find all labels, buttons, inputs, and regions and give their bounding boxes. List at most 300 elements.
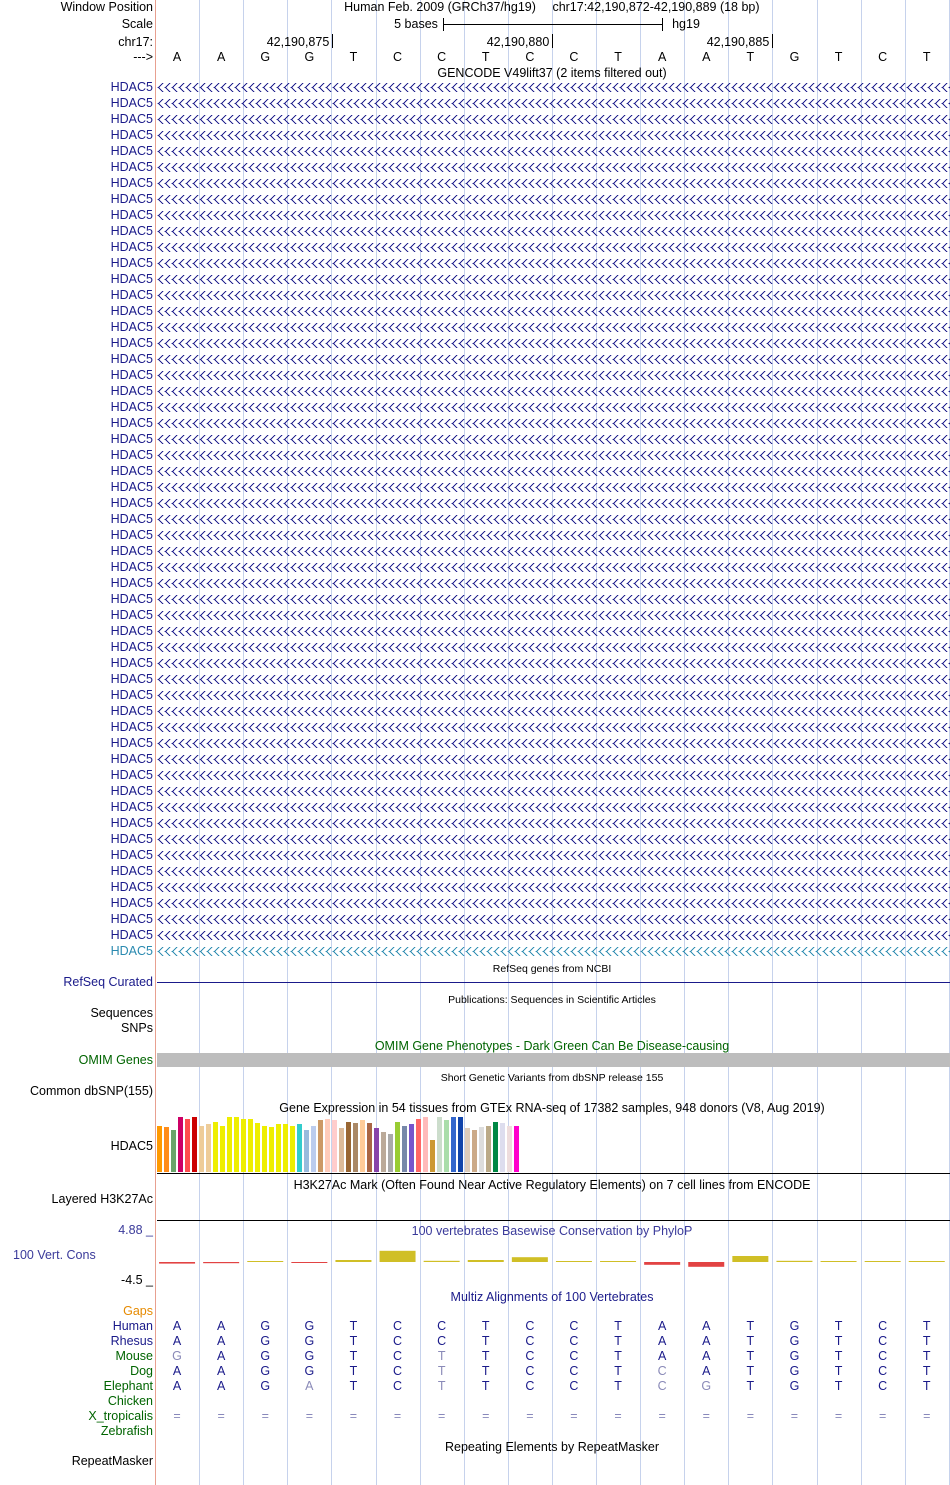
gencode-transcript-label[interactable]: HDAC5 bbox=[110, 816, 153, 830]
gencode-transcript-label[interactable]: HDAC5 bbox=[110, 192, 153, 206]
gencode-transcript-label[interactable]: HDAC5 bbox=[110, 112, 153, 126]
gencode-transcript-intron[interactable] bbox=[157, 307, 950, 316]
gtex-tissue-bar[interactable] bbox=[325, 1119, 330, 1172]
species-label[interactable]: Mouse bbox=[115, 1349, 153, 1363]
alignment-base: C bbox=[525, 1334, 535, 1348]
gtex-tissue-bar[interactable] bbox=[283, 1124, 288, 1172]
gencode-transcript-label[interactable]: HDAC5 bbox=[110, 320, 153, 334]
position-tick-2: 42,190,880 bbox=[486, 35, 550, 49]
alignment-base: = bbox=[526, 1409, 534, 1423]
scale-bar-left-tick bbox=[443, 18, 444, 31]
gencode-transcript-label[interactable]: HDAC5 bbox=[110, 672, 153, 686]
alignment-base: A bbox=[702, 1349, 711, 1363]
base-letter: C bbox=[525, 50, 535, 64]
base-letter: G bbox=[304, 50, 315, 64]
gencode-transcript-intron[interactable] bbox=[157, 387, 950, 396]
gtex-tissue-bar[interactable] bbox=[304, 1130, 309, 1172]
repeatmasker-title: Repeating Elements by RepeatMasker bbox=[444, 1440, 660, 1454]
alignment-base: T bbox=[481, 1349, 490, 1363]
alignment-base: T bbox=[349, 1349, 358, 1363]
alignment-base: A bbox=[657, 1334, 667, 1348]
gtex-tissue-bar[interactable] bbox=[178, 1117, 183, 1172]
window-position-label: Window Position bbox=[60, 0, 153, 14]
alignment-base: T bbox=[746, 1379, 755, 1393]
cons-value-mark bbox=[335, 1260, 371, 1262]
alignment-base: T bbox=[746, 1364, 755, 1378]
gencode-transcript-intron[interactable] bbox=[157, 643, 950, 652]
gtex-tissue-bar[interactable] bbox=[479, 1127, 484, 1172]
refseq-label[interactable]: RefSeq Curated bbox=[63, 975, 153, 989]
gencode-transcript-label[interactable]: HDAC5 bbox=[110, 416, 153, 430]
multiz-title: Multiz Alignments of 100 Vertebrates bbox=[450, 1290, 654, 1304]
alignment-base: T bbox=[922, 1334, 931, 1348]
gtex-tissue-bar[interactable] bbox=[241, 1119, 246, 1172]
gencode-transcript-intron[interactable] bbox=[157, 899, 950, 908]
alignment-base: T bbox=[437, 1379, 446, 1393]
gencode-transcript-intron[interactable] bbox=[157, 323, 950, 332]
alignment-base: = bbox=[570, 1409, 578, 1423]
scale-bar-right-tick bbox=[662, 18, 663, 31]
gencode-transcript-intron[interactable] bbox=[157, 627, 950, 636]
alignment-base: G bbox=[260, 1379, 271, 1393]
gencode-transcript-intron[interactable] bbox=[157, 595, 950, 604]
gencode-transcript-intron[interactable] bbox=[157, 867, 950, 876]
gencode-transcript-intron[interactable] bbox=[157, 803, 950, 812]
gtex-tissue-bar[interactable] bbox=[346, 1122, 351, 1172]
base-letter: C bbox=[878, 50, 888, 64]
gencode-transcript-intron[interactable] bbox=[157, 99, 950, 108]
gencode-transcript-intron[interactable] bbox=[157, 211, 950, 220]
gtex-tissue-bar[interactable] bbox=[388, 1134, 393, 1172]
alignment-base: T bbox=[437, 1364, 446, 1378]
alignment-base: C bbox=[657, 1364, 667, 1378]
gencode-transcript-intron[interactable] bbox=[157, 115, 950, 124]
gencode-transcript-label[interactable]: HDAC5 bbox=[110, 608, 153, 622]
gencode-transcript-intron[interactable] bbox=[157, 483, 950, 492]
cons-ymax: 4.88 _ bbox=[118, 1223, 153, 1237]
gencode-transcript-label[interactable]: HDAC5 bbox=[110, 912, 153, 926]
gencode-transcript-intron[interactable] bbox=[157, 707, 950, 716]
tick-mark bbox=[552, 34, 553, 48]
gtex-tissue-bar[interactable] bbox=[157, 1126, 162, 1172]
strand-label: ---> bbox=[133, 50, 153, 64]
gtex-tissue-bar[interactable] bbox=[507, 1126, 512, 1172]
cons-value-mark bbox=[776, 1261, 812, 1262]
gtex-tissue-bar[interactable] bbox=[227, 1117, 232, 1172]
dbsnp-title: Short Genetic Variants from dbSNP release 155 bbox=[440, 1072, 664, 1084]
gencode-transcript-label[interactable]: HDAC5 bbox=[110, 624, 153, 638]
alignment-base: G bbox=[172, 1349, 182, 1363]
gencode-transcript-intron[interactable] bbox=[157, 883, 950, 892]
alignment-base: C bbox=[569, 1379, 579, 1393]
alignment-base: T bbox=[481, 1334, 490, 1348]
alignment-base: G bbox=[260, 1349, 271, 1363]
gencode-transcript-label[interactable]: HDAC5 bbox=[110, 432, 153, 446]
alignment-base: = bbox=[437, 1409, 446, 1423]
omim-track-bar[interactable] bbox=[157, 1053, 950, 1067]
alignment-base: C bbox=[657, 1379, 667, 1393]
gencode-transcript-label[interactable]: HDAC5 bbox=[110, 752, 153, 766]
gtex-tissue-bar[interactable] bbox=[206, 1124, 211, 1172]
gtex-tissue-bar[interactable] bbox=[269, 1127, 274, 1172]
gencode-transcript-label[interactable]: HDAC5 bbox=[110, 528, 153, 542]
base-letter: T bbox=[614, 50, 622, 64]
alignment-base: = bbox=[834, 1409, 843, 1423]
cons-value-mark bbox=[247, 1261, 283, 1262]
gencode-transcript-label[interactable]: HDAC5 bbox=[110, 864, 153, 878]
gtex-tissue-bar[interactable] bbox=[409, 1124, 414, 1172]
gencode-transcript-label[interactable]: HDAC5 bbox=[110, 832, 153, 846]
h3k27ac-title: H3K27Ac Mark (Often Found Near Active Regulatory Elements) on 7 cell lines from ENCODE bbox=[293, 1178, 811, 1192]
gencode-transcript-label[interactable]: HDAC5 bbox=[110, 720, 153, 734]
tick-mark bbox=[772, 34, 773, 48]
species-label[interactable]: Zebrafish bbox=[100, 1424, 153, 1438]
gtex-tissue-bar[interactable] bbox=[493, 1122, 498, 1172]
species-label[interactable]: Dog bbox=[130, 1364, 153, 1378]
gtex-tissue-bar[interactable] bbox=[437, 1117, 442, 1172]
refseq-track-line[interactable] bbox=[157, 982, 950, 983]
gtex-tissue-bar[interactable] bbox=[444, 1120, 449, 1172]
gtex-tissue-bar[interactable] bbox=[255, 1123, 260, 1172]
repeatmasker-label[interactable]: RepeatMasker bbox=[71, 1454, 153, 1468]
gencode-transcript-label[interactable]: HDAC5 bbox=[110, 688, 153, 702]
alignment-base: = bbox=[658, 1409, 666, 1423]
gencode-transcript-label[interactable]: HDAC5 bbox=[110, 848, 153, 862]
gtex-tissue-bar[interactable] bbox=[290, 1126, 295, 1172]
gencode-transcript-intron[interactable] bbox=[157, 179, 950, 188]
gtex-tissue-bar[interactable] bbox=[262, 1126, 267, 1172]
alignment-base: T bbox=[922, 1364, 931, 1378]
gencode-transcript-label[interactable]: HDAC5 bbox=[110, 352, 153, 366]
alignment-base: = bbox=[790, 1409, 799, 1423]
alignment-base: T bbox=[614, 1334, 622, 1348]
alignment-base: G bbox=[701, 1379, 712, 1393]
gtex-tissue-bar[interactable] bbox=[234, 1117, 239, 1172]
gencode-transcript-label[interactable]: HDAC5 bbox=[110, 768, 153, 782]
gencode-transcript-label[interactable]: HDAC5 bbox=[110, 256, 153, 270]
gencode-transcript-intron[interactable] bbox=[157, 547, 950, 556]
gencode-transcript-intron[interactable] bbox=[157, 579, 950, 588]
cons-value-mark bbox=[380, 1251, 416, 1262]
alignment-base: T bbox=[614, 1319, 622, 1333]
gencode-transcript-label[interactable]: HDAC5 bbox=[110, 592, 153, 606]
gtex-tissue-bar[interactable] bbox=[472, 1130, 477, 1172]
gencode-transcript-intron[interactable] bbox=[157, 723, 950, 732]
gencode-transcript-intron[interactable] bbox=[157, 675, 950, 684]
species-label[interactable]: X_tropicalis bbox=[88, 1409, 153, 1423]
gencode-transcript-label[interactable]: HDAC5 bbox=[110, 448, 153, 462]
gencode-transcript-label[interactable]: HDAC5 bbox=[110, 128, 153, 142]
alignment-base: A bbox=[172, 1334, 182, 1348]
alignment-base: T bbox=[349, 1334, 358, 1348]
alignment-base: C bbox=[878, 1319, 888, 1333]
alignment-base: = bbox=[878, 1409, 887, 1423]
gencode-transcript-intron[interactable] bbox=[157, 371, 950, 380]
gencode-transcript-label[interactable]: HDAC5 bbox=[110, 144, 153, 158]
cons-value-mark bbox=[512, 1257, 548, 1262]
db-text: hg19 bbox=[672, 17, 700, 31]
gtex-tissue-bar[interactable] bbox=[416, 1119, 421, 1172]
gtex-tissue-bar[interactable] bbox=[297, 1124, 302, 1172]
gencode-transcript-label[interactable]: HDAC5 bbox=[110, 512, 153, 526]
gencode-transcript-intron[interactable] bbox=[157, 451, 950, 460]
gencode-transcript-intron[interactable] bbox=[157, 659, 950, 668]
cons-label[interactable]: 100 Vert. Cons bbox=[13, 1248, 96, 1262]
gtex-baseline bbox=[157, 1173, 950, 1174]
gencode-transcript-label[interactable]: HDAC5 bbox=[110, 160, 153, 174]
alignment-base: T bbox=[746, 1334, 755, 1348]
gencode-transcript-intron[interactable] bbox=[157, 355, 950, 364]
alignment-base: T bbox=[614, 1379, 622, 1393]
gtex-tissue-bar[interactable] bbox=[220, 1126, 225, 1172]
gencode-transcript-intron[interactable] bbox=[157, 947, 950, 956]
alignment-base: A bbox=[216, 1349, 226, 1363]
gencode-transcript-intron[interactable] bbox=[157, 83, 950, 92]
gencode-transcript-intron[interactable] bbox=[157, 915, 950, 924]
omim-label[interactable]: OMIM Genes bbox=[78, 1053, 153, 1067]
gencode-transcript-label[interactable]: HDAC5 bbox=[110, 800, 153, 814]
cons-value-mark bbox=[865, 1261, 901, 1262]
gencode-transcript-label[interactable]: HDAC5 bbox=[110, 544, 153, 558]
gencode-transcript-label[interactable]: HDAC5 bbox=[110, 288, 153, 302]
publications-sequences-label[interactable]: Sequences bbox=[90, 1006, 153, 1020]
gencode-transcript-intron[interactable] bbox=[157, 499, 950, 508]
species-label[interactable]: Elephant bbox=[103, 1379, 153, 1393]
gtex-tissue-bar[interactable] bbox=[318, 1120, 323, 1172]
gencode-transcript-label[interactable]: HDAC5 bbox=[110, 176, 153, 190]
gtex-tissue-bar[interactable] bbox=[353, 1123, 358, 1172]
gtex-tissue-bar[interactable] bbox=[402, 1126, 407, 1172]
gencode-transcript-label[interactable]: HDAC5 bbox=[110, 656, 153, 670]
base-letter: A bbox=[172, 50, 182, 64]
gencode-transcript-label[interactable]: HDAC5 bbox=[110, 80, 153, 94]
species-label[interactable]: Human bbox=[112, 1319, 153, 1333]
gtex-tissue-bar[interactable] bbox=[500, 1123, 505, 1172]
alignment-base: C bbox=[437, 1319, 447, 1333]
gencode-transcript-label[interactable]: HDAC5 bbox=[110, 272, 153, 286]
gtex-tissue-bar[interactable] bbox=[514, 1126, 519, 1172]
base-letter: C bbox=[393, 50, 403, 64]
gencode-transcript-intron[interactable] bbox=[157, 147, 950, 156]
gencode-transcript-label[interactable]: HDAC5 bbox=[110, 368, 153, 382]
alignment-base: T bbox=[834, 1334, 843, 1348]
gencode-transcript-intron[interactable] bbox=[157, 291, 950, 300]
cons-value-mark bbox=[291, 1262, 327, 1263]
species-label[interactable]: Rhesus bbox=[110, 1334, 153, 1348]
alignment-base: C bbox=[525, 1364, 535, 1378]
alignment-base: C bbox=[878, 1334, 888, 1348]
gencode-transcript-intron[interactable] bbox=[157, 163, 950, 172]
gencode-transcript-label[interactable]: HDAC5 bbox=[110, 560, 153, 574]
gencode-transcript-intron[interactable] bbox=[157, 771, 950, 780]
gencode-transcript-label[interactable]: HDAC5 bbox=[110, 784, 153, 798]
gencode-transcript-intron[interactable] bbox=[157, 819, 950, 828]
alignment-base: A bbox=[216, 1319, 226, 1333]
position-tick-1: 42,190,875 bbox=[266, 35, 330, 49]
base-letter: A bbox=[216, 50, 226, 64]
gencode-transcript-intron[interactable] bbox=[157, 275, 950, 284]
alignment-base: C bbox=[569, 1319, 579, 1333]
gtex-tissue-bar[interactable] bbox=[164, 1127, 169, 1172]
gencode-transcript-label[interactable]: HDAC5 bbox=[110, 576, 153, 590]
gtex-tissue-bar[interactable] bbox=[311, 1126, 316, 1172]
gencode-transcript-intron[interactable] bbox=[157, 227, 950, 236]
alignment-base: C bbox=[569, 1349, 579, 1363]
gtex-title: Gene Expression in 54 tissues from GTEx RNA-seq of 17382 samples, 948 donors (V8, Aug 2019) bbox=[279, 1101, 825, 1115]
gencode-transcript-intron[interactable] bbox=[157, 787, 950, 796]
gtex-tissue-bar[interactable] bbox=[339, 1128, 344, 1172]
alignment-base: = bbox=[614, 1409, 622, 1423]
gencode-transcript-intron[interactable] bbox=[157, 611, 950, 620]
alignment-base: T bbox=[922, 1349, 931, 1363]
h3k27ac-label[interactable]: Layered H3K27Ac bbox=[51, 1192, 153, 1206]
gencode-transcript-label[interactable]: HDAC5 bbox=[110, 640, 153, 654]
gencode-transcript-label[interactable]: HDAC5 bbox=[110, 240, 153, 254]
h3k27ac-baseline bbox=[157, 1220, 950, 1221]
gencode-title[interactable]: GENCODE V49lift37 (2 items filtered out) bbox=[437, 66, 667, 80]
gtex-tissue-bar[interactable] bbox=[451, 1117, 456, 1172]
gtex-tissue-bar[interactable] bbox=[332, 1120, 337, 1172]
gtex-tissue-bar[interactable] bbox=[430, 1140, 435, 1172]
gencode-transcript-label[interactable]: HDAC5 bbox=[110, 944, 153, 958]
gencode-transcript-intron[interactable] bbox=[157, 243, 950, 252]
gtex-tissue-bar[interactable] bbox=[248, 1119, 253, 1172]
alignment-base: A bbox=[305, 1379, 314, 1393]
cons-value-mark bbox=[600, 1261, 636, 1262]
gtex-tissue-bar[interactable] bbox=[465, 1128, 470, 1172]
gencode-transcript-label[interactable]: HDAC5 bbox=[110, 304, 153, 318]
alignment-base: T bbox=[349, 1319, 358, 1333]
gencode-transcript-intron[interactable] bbox=[157, 851, 950, 860]
gencode-transcript-label[interactable]: HDAC5 bbox=[110, 736, 153, 750]
gencode-transcript-label[interactable]: HDAC5 bbox=[110, 880, 153, 894]
gencode-transcript-label[interactable]: HDAC5 bbox=[110, 336, 153, 350]
alignment-base: T bbox=[746, 1319, 755, 1333]
cons-value-mark bbox=[159, 1262, 195, 1264]
alignment-base: G bbox=[260, 1364, 271, 1378]
alignment-base: C bbox=[525, 1379, 535, 1393]
gencode-transcript-intron[interactable] bbox=[157, 131, 950, 140]
gencode-transcript-intron[interactable] bbox=[157, 755, 950, 764]
alignment-base: T bbox=[349, 1364, 358, 1378]
base-letter: T bbox=[349, 50, 358, 64]
gtex-tissue-bar[interactable] bbox=[360, 1120, 365, 1172]
gtex-tissue-bar[interactable] bbox=[192, 1117, 197, 1172]
gencode-transcript-label[interactable]: HDAC5 bbox=[110, 400, 153, 414]
gencode-transcript-intron[interactable] bbox=[157, 403, 950, 412]
alignment-base: A bbox=[216, 1364, 226, 1378]
publications-title: Publications: Sequences in Scientific Articles bbox=[448, 994, 656, 1006]
gencode-transcript-intron[interactable] bbox=[157, 467, 950, 476]
alignment-base: C bbox=[878, 1364, 888, 1378]
gencode-transcript-label[interactable]: HDAC5 bbox=[110, 224, 153, 238]
cons-value-mark bbox=[644, 1262, 680, 1265]
alignment-base: G bbox=[260, 1334, 271, 1348]
dbsnp-label[interactable]: Common dbSNP(155) bbox=[30, 1084, 153, 1098]
gencode-transcript-intron[interactable] bbox=[157, 691, 950, 700]
gencode-transcript-label[interactable]: HDAC5 bbox=[110, 208, 153, 222]
base-letter: C bbox=[437, 50, 447, 64]
alignment-base: C bbox=[393, 1364, 403, 1378]
gtex-tissue-bar[interactable] bbox=[171, 1130, 176, 1172]
gtex-tissue-bar[interactable] bbox=[486, 1126, 491, 1172]
refseq-title: RefSeq genes from NCBI bbox=[492, 963, 612, 975]
gencode-transcript-intron[interactable] bbox=[157, 515, 950, 524]
gencode-transcript-intron[interactable] bbox=[157, 563, 950, 572]
gtex-tissue-bar[interactable] bbox=[423, 1117, 428, 1172]
publications-snps-label[interactable]: SNPs bbox=[121, 1021, 153, 1035]
alignment-base: G bbox=[789, 1334, 800, 1348]
alignment-base: T bbox=[614, 1349, 622, 1363]
gtex-label[interactable]: HDAC5 bbox=[110, 1139, 153, 1153]
alignment-base: A bbox=[702, 1334, 711, 1348]
cons-title: 100 vertebrates Basewise Conservation by PhyloP bbox=[411, 1224, 693, 1238]
gencode-transcript-label[interactable]: HDAC5 bbox=[110, 496, 153, 510]
alignment-base: C bbox=[393, 1349, 403, 1363]
alignment-base: A bbox=[657, 1319, 667, 1333]
gtex-tissue-bar[interactable] bbox=[213, 1122, 218, 1172]
alignment-base: C bbox=[525, 1319, 535, 1333]
gencode-transcript-intron[interactable] bbox=[157, 339, 950, 348]
scale-text: 5 bases bbox=[394, 17, 438, 31]
gencode-transcript-intron[interactable] bbox=[157, 739, 950, 748]
chrom-label: chr17: bbox=[118, 35, 153, 49]
species-label[interactable]: Chicken bbox=[107, 1394, 153, 1408]
gencode-transcript-label[interactable]: HDAC5 bbox=[110, 928, 153, 942]
gtex-tissue-bar[interactable] bbox=[367, 1123, 372, 1172]
alignment-base: G bbox=[789, 1379, 800, 1393]
gencode-transcript-label[interactable]: HDAC5 bbox=[110, 480, 153, 494]
gencode-transcript-intron[interactable] bbox=[157, 835, 950, 844]
alignment-base: T bbox=[746, 1349, 755, 1363]
gencode-transcript-intron[interactable] bbox=[157, 259, 950, 268]
alignment-base: T bbox=[922, 1319, 931, 1333]
assembly-text: Human Feb. 2009 (GRCh37/hg19) bbox=[344, 0, 536, 14]
gencode-transcript-label[interactable]: HDAC5 bbox=[110, 96, 153, 110]
gtex-tissue-bar[interactable] bbox=[458, 1117, 463, 1172]
gaps-label[interactable]: Gaps bbox=[123, 1304, 153, 1318]
gencode-transcript-label[interactable]: HDAC5 bbox=[110, 896, 153, 910]
gencode-transcript-intron[interactable] bbox=[157, 195, 950, 204]
base-letter: C bbox=[569, 50, 579, 64]
gencode-transcript-intron[interactable] bbox=[157, 435, 950, 444]
alignment-base: G bbox=[789, 1349, 800, 1363]
gtex-tissue-bar[interactable] bbox=[199, 1126, 204, 1172]
cons-value-mark bbox=[556, 1261, 592, 1262]
alignment-base: T bbox=[834, 1364, 843, 1378]
gtex-tissue-bar[interactable] bbox=[381, 1132, 386, 1172]
cons-graph[interactable] bbox=[0, 1240, 950, 1276]
alignment-base: = bbox=[482, 1409, 490, 1423]
position-text[interactable]: chr17:42,190,872-42,190,889 (18 bp) bbox=[552, 0, 760, 14]
gtex-tissue-bar[interactable] bbox=[374, 1128, 379, 1172]
gencode-transcript-intron[interactable] bbox=[157, 531, 950, 540]
alignment-base: T bbox=[481, 1319, 490, 1333]
alignment-base: = bbox=[349, 1409, 358, 1423]
alignment-base: T bbox=[834, 1319, 843, 1333]
alignment-base: T bbox=[922, 1379, 931, 1393]
gencode-transcript-intron[interactable] bbox=[157, 419, 950, 428]
alignment-base: C bbox=[878, 1349, 888, 1363]
gencode-transcript-label[interactable]: HDAC5 bbox=[110, 704, 153, 718]
gtex-tissue-bar[interactable] bbox=[276, 1124, 281, 1172]
gencode-transcript-label[interactable]: HDAC5 bbox=[110, 384, 153, 398]
gencode-transcript-label[interactable]: HDAC5 bbox=[110, 464, 153, 478]
gtex-tissue-bar[interactable] bbox=[185, 1119, 190, 1172]
alignment-base: = bbox=[393, 1409, 402, 1423]
gencode-transcript-intron[interactable] bbox=[157, 931, 950, 940]
gtex-tissue-bar[interactable] bbox=[395, 1122, 400, 1172]
